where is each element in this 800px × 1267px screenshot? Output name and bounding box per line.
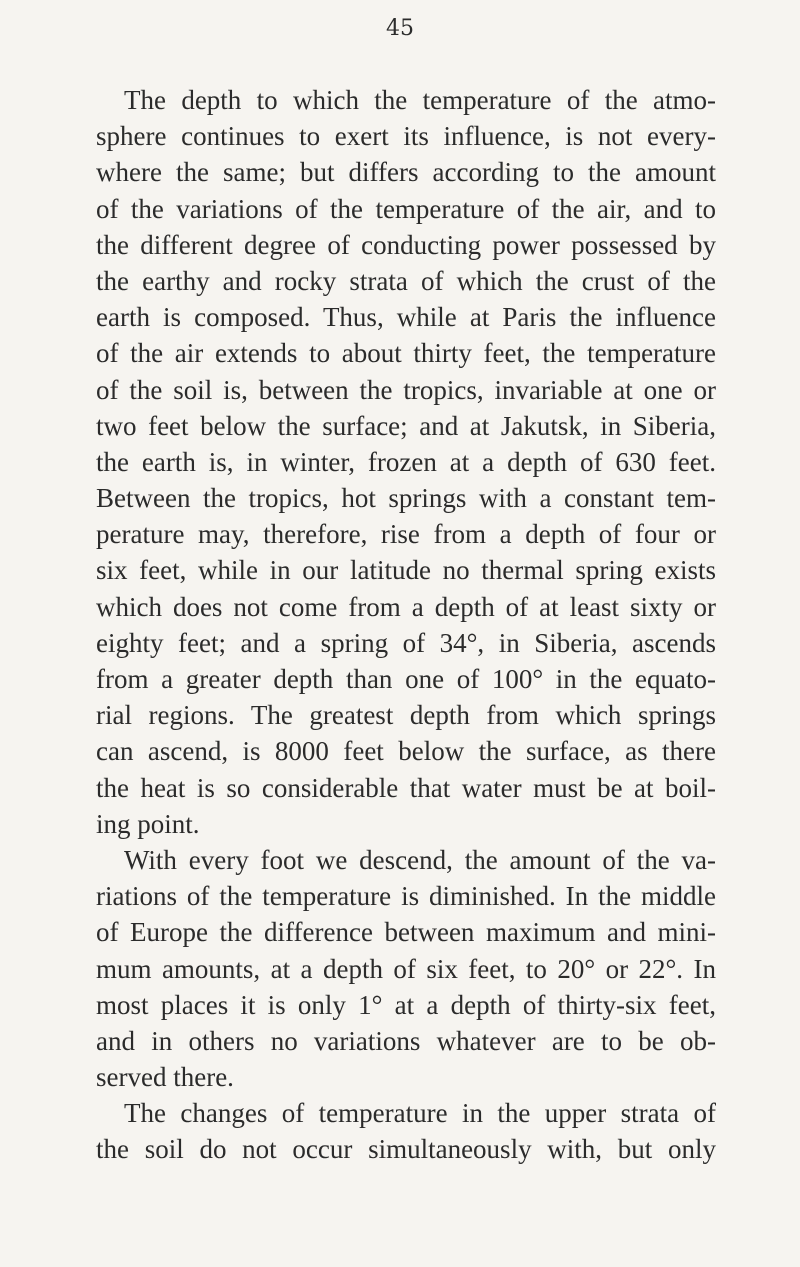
text-line: of the soil is, between the tropics, invariable at one or	[96, 374, 716, 405]
text-line: which does not come from a depth of at least sixty or	[96, 591, 716, 622]
text-line: earth is composed. Thus, while at Paris the influence	[96, 302, 716, 333]
text-line: eighty feet; and a spring of 34°, in Siberia, ascends	[96, 627, 716, 658]
text-line: riations of the temperature is diminished. In the middle	[96, 881, 716, 912]
text-line: served there.	[96, 1062, 234, 1093]
text-line: and in others no variations whatever are to be ob-	[96, 1025, 716, 1056]
text-line: most places it is only 1° at a depth of thirty-six feet,	[96, 989, 716, 1020]
text-line: the earth is, in winter, frozen at a depth of 630 feet.	[96, 446, 716, 477]
text-line: from a greater depth than one of 100° in the equato-	[96, 664, 716, 694]
text-line: sphere continues to exert its influence, is not every-	[96, 121, 716, 152]
text-line: ing point.	[96, 808, 200, 839]
text-line: of the air extends to about thirty feet, the temperature	[96, 338, 716, 369]
text-line: where the same; but differs according to the amount	[96, 157, 716, 188]
text-line: the heat is so considerable that water must be at boil-	[96, 772, 716, 803]
body-text	[96, 82, 716, 1168]
text-line: the different degree of conducting power possessed by	[96, 229, 716, 260]
text-line: six feet, while in our latitude no thermal spring exists	[96, 555, 716, 586]
text-line: With every foot we descend, the amount of the va-	[124, 844, 716, 875]
text-line: two feet below the surface; and at Jakutsk, in Siberia,	[96, 410, 716, 441]
text-line: the soil do not occur simultaneously with, but only	[96, 1134, 716, 1165]
text-line: of the variations of the temperature of the air, and to	[96, 193, 716, 224]
text-line: the earthy and rocky strata of which the crust of the	[96, 265, 716, 296]
text-line: rial regions. The greatest depth from which springs	[96, 700, 716, 731]
text-line: mum amounts, at a depth of six feet, to 20° or 22°. In	[96, 953, 716, 984]
text-line: perature may, therefore, rise from a depth of four or	[96, 519, 716, 550]
text-line: can ascend, is 8000 feet below the surface, as there	[96, 736, 716, 767]
text-line: The changes of temperature in the upper strata of	[124, 1098, 716, 1129]
text-line: of Europe the difference between maximum and mini-	[96, 917, 716, 948]
page-number: 45	[386, 16, 414, 41]
text-line: Between the tropics, hot springs with a constant tem-	[96, 483, 716, 514]
text-line: The depth to which the temperature of the atmo-	[124, 85, 716, 115]
